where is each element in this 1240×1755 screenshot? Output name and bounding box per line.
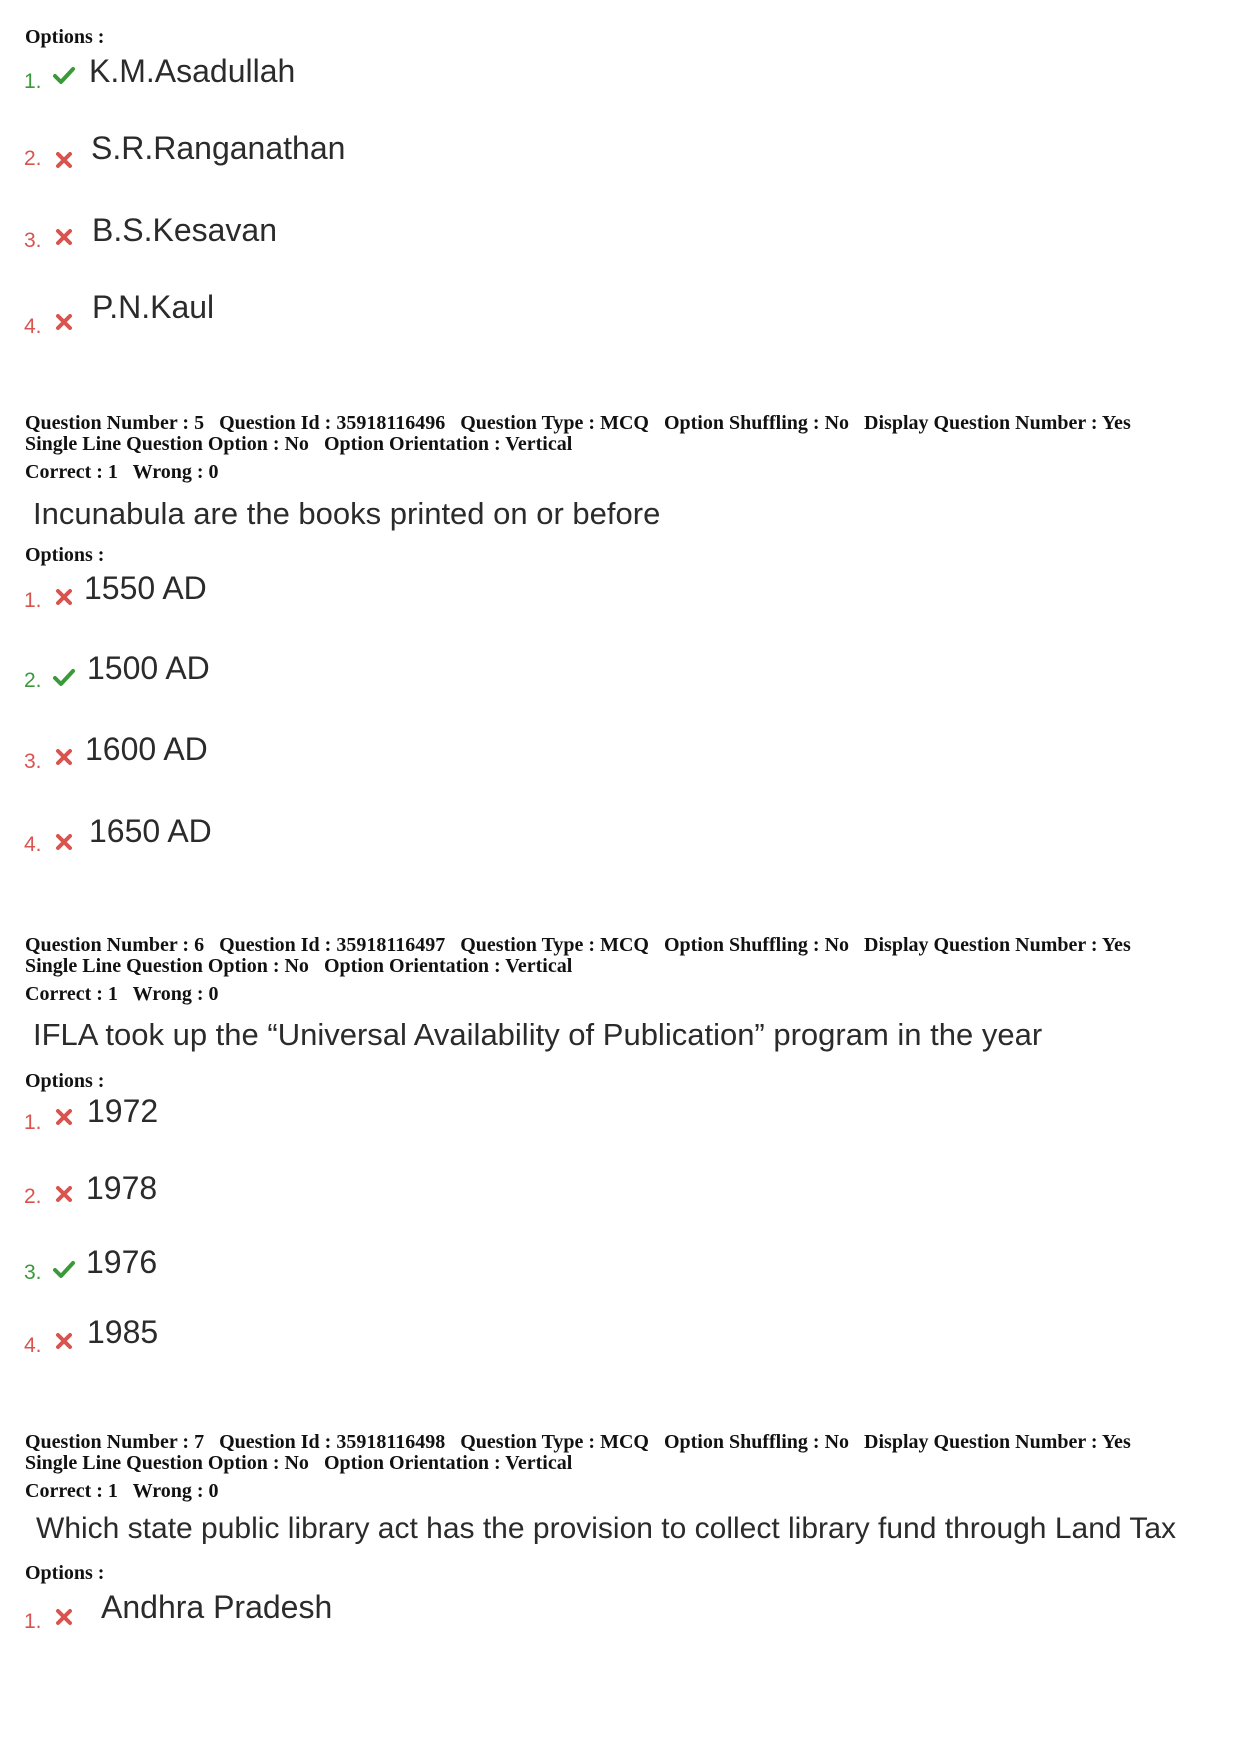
option-text: 1978	[86, 1170, 158, 1206]
marks-line	[25, 1480, 229, 1502]
option-text: 1985	[87, 1314, 159, 1350]
option-number: 4.	[24, 315, 42, 338]
display-question-number: Display Question Number : Yes	[864, 1431, 1131, 1453]
options-label: Options :	[25, 1070, 105, 1092]
wrong-marks: Wrong : 0	[132, 461, 219, 483]
option-number: 4.	[24, 833, 42, 856]
question-meta-line-1	[25, 934, 1141, 956]
option-shuffling: Option Shuffling : No	[663, 412, 850, 434]
option-orientation: Option Orientation : Vertical	[323, 433, 573, 455]
question-number: Question Number : 7	[25, 1431, 205, 1453]
wrong-marks: Wrong : 0	[132, 983, 219, 1005]
cross-icon	[52, 1183, 76, 1205]
marks-line	[25, 461, 229, 483]
question-meta-line-1	[25, 412, 1141, 434]
option-number: 4.	[24, 1334, 42, 1357]
question-type: Question Type : MCQ	[460, 934, 649, 956]
check-icon	[52, 666, 76, 688]
option-text: 1550 AD	[84, 570, 207, 606]
option-text: Andhra Pradesh	[101, 1589, 333, 1625]
option-number: 3.	[24, 229, 42, 252]
options-label: Options :	[25, 26, 105, 48]
wrong-marks: Wrong : 0	[132, 1480, 219, 1502]
cross-icon	[52, 1606, 76, 1628]
option-number: 1.	[24, 1111, 42, 1134]
option-number: 3.	[24, 1261, 42, 1284]
cross-icon	[52, 1330, 76, 1352]
cross-icon	[52, 226, 76, 248]
options-label: Options :	[25, 1562, 105, 1584]
single-line-option: Single Line Question Option : No	[25, 955, 309, 977]
cross-icon	[52, 311, 76, 333]
option-text: P.N.Kaul	[92, 289, 215, 325]
question-number: Question Number : 5	[25, 412, 205, 434]
question-text: Incunabula are the books printed on or before	[33, 496, 661, 531]
question-meta-line-2	[25, 1452, 582, 1474]
option-number: 2.	[24, 147, 42, 170]
question-meta-line-2	[25, 433, 582, 455]
option-number: 1.	[24, 70, 42, 93]
cross-icon	[52, 1106, 76, 1128]
question-meta-line-2	[25, 955, 582, 977]
question-type: Question Type : MCQ	[460, 412, 649, 434]
cross-icon	[52, 831, 76, 853]
question-id: Question Id : 35918116497	[219, 934, 446, 956]
option-number: 2.	[24, 669, 42, 692]
question-number: Question Number : 6	[25, 934, 205, 956]
option-text: B.S.Kesavan	[92, 212, 277, 248]
option-number: 3.	[24, 750, 42, 773]
option-orientation: Option Orientation : Vertical	[323, 1452, 573, 1474]
correct-marks: Correct : 1	[25, 1480, 118, 1502]
question-meta-line-1	[25, 1431, 1141, 1453]
cross-icon	[52, 149, 76, 171]
question-id: Question Id : 35918116498	[219, 1431, 446, 1453]
options-label: Options :	[25, 544, 105, 566]
option-text: 1600 AD	[85, 731, 208, 767]
option-shuffling: Option Shuffling : No	[663, 1431, 850, 1453]
correct-marks: Correct : 1	[25, 983, 118, 1005]
option-number: 2.	[24, 1185, 42, 1208]
display-question-number: Display Question Number : Yes	[864, 934, 1131, 956]
check-icon	[52, 64, 76, 86]
option-number: 1.	[24, 589, 42, 612]
single-line-option: Single Line Question Option : No	[25, 433, 309, 455]
option-orientation: Option Orientation : Vertical	[323, 955, 573, 977]
display-question-number: Display Question Number : Yes	[864, 412, 1131, 434]
option-text: 1976	[86, 1244, 158, 1280]
option-text: K.M.Asadullah	[89, 53, 296, 89]
question-id: Question Id : 35918116496	[219, 412, 446, 434]
cross-icon	[52, 586, 76, 608]
option-shuffling: Option Shuffling : No	[663, 934, 850, 956]
option-text: S.R.Ranganathan	[91, 130, 346, 166]
option-number: 1.	[24, 1610, 42, 1633]
question-type: Question Type : MCQ	[460, 1431, 649, 1453]
option-text: 1500 AD	[87, 650, 210, 686]
question-text: Which state public library act has the provision to collect library fund through Land Tax	[36, 1512, 1177, 1545]
single-line-option: Single Line Question Option : No	[25, 1452, 309, 1474]
option-text: 1972	[87, 1093, 159, 1129]
marks-line	[25, 983, 229, 1005]
option-text: 1650 AD	[89, 813, 212, 849]
correct-marks: Correct : 1	[25, 461, 118, 483]
question-text: IFLA took up the “Universal Availability of Publication” program in the year	[33, 1017, 1043, 1052]
cross-icon	[52, 746, 76, 768]
check-icon	[52, 1258, 76, 1280]
